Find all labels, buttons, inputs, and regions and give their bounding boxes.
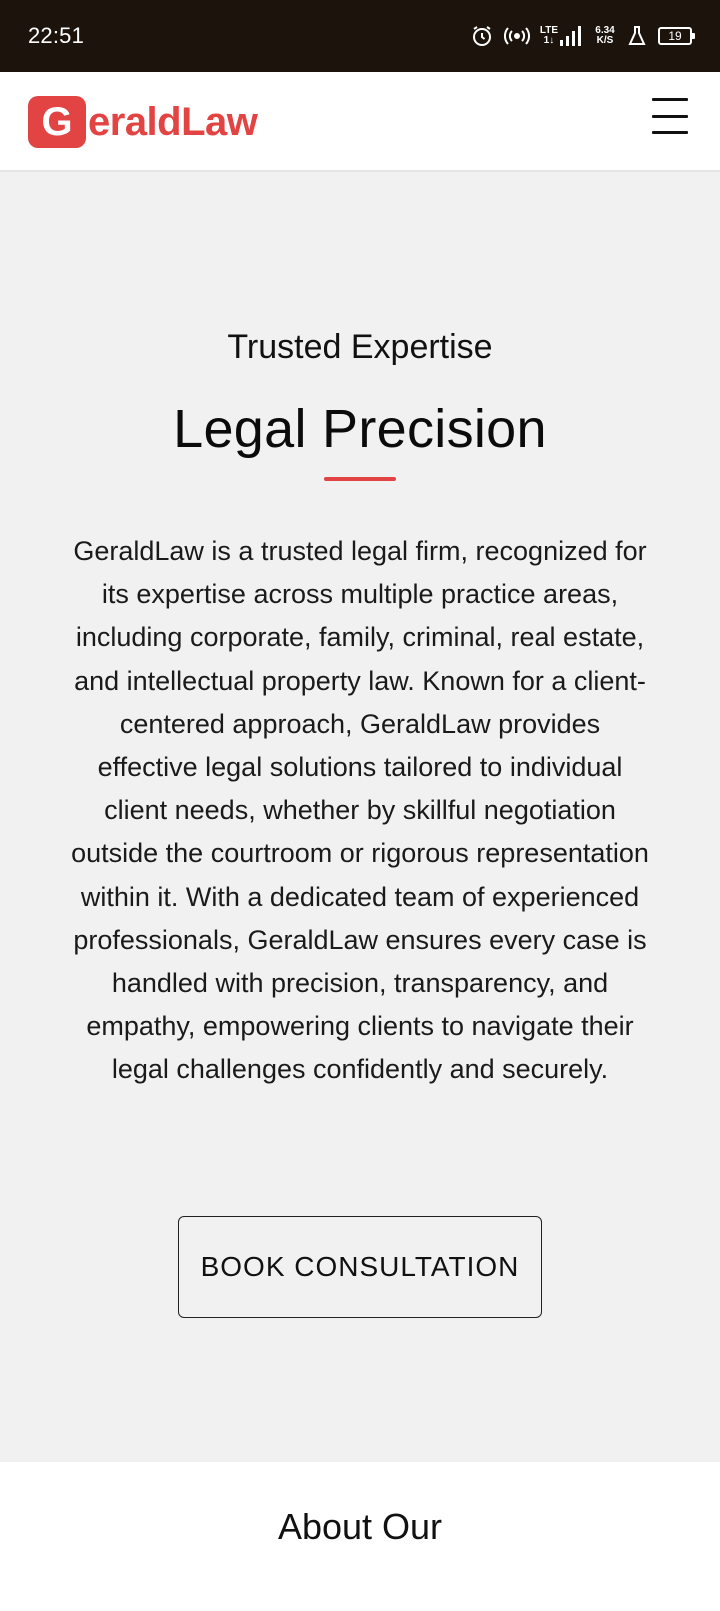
signal-icon — [540, 26, 582, 46]
menu-bar — [652, 98, 688, 101]
status-bar — [0, 0, 720, 72]
hero-title: Legal Precision — [173, 399, 547, 459]
speed-unit: K/S — [596, 35, 614, 46]
battery-icon — [658, 27, 692, 45]
battery-level: 19 — [668, 29, 682, 43]
network-sub: 1↓ — [543, 35, 555, 46]
menu-bar — [652, 115, 688, 118]
about-section — [0, 1462, 720, 1611]
hero-description: GeraldLaw is a trusted legal firm, recognized for its expertise across multiple practice areas, including corporate, family, criminal, real estate, and intellectual property law. Known for a client-centered approach, GeraldLaw provides effective legal solutions tailored to individual client needs, whether by skillful negotiation outside the courtroom or rigorous representation within it. With a dedicated team of experienced professionals, GeraldLaw ensures every case is handled with precision, transparency, and empathy, empowering clients to navigate their legal challenges confidently and securely. — [71, 536, 649, 1085]
hero-divider — [324, 477, 396, 481]
hotspot-icon — [504, 26, 530, 46]
hero-section — [0, 172, 720, 1462]
menu-bar — [652, 131, 688, 134]
status-icons — [470, 24, 692, 48]
network-speed — [592, 26, 618, 46]
site-header — [0, 72, 720, 172]
flask-icon — [628, 26, 646, 46]
hero-eyebrow: Trusted Expertise — [227, 328, 493, 366]
alarm-icon — [470, 24, 494, 48]
book-consultation-button[interactable]: BOOK CONSULTATION — [178, 1216, 542, 1318]
logo-text: eraldLaw — [88, 99, 258, 144]
network-type: LTE — [539, 25, 558, 36]
speed-value: 6.34 — [595, 25, 615, 36]
logo-mark: G — [28, 96, 86, 148]
status-time: 22:51 — [28, 23, 85, 48]
about-title: About Our — [277, 1506, 443, 1547]
logo[interactable] — [28, 96, 257, 148]
hamburger-menu-icon[interactable] — [652, 96, 690, 136]
